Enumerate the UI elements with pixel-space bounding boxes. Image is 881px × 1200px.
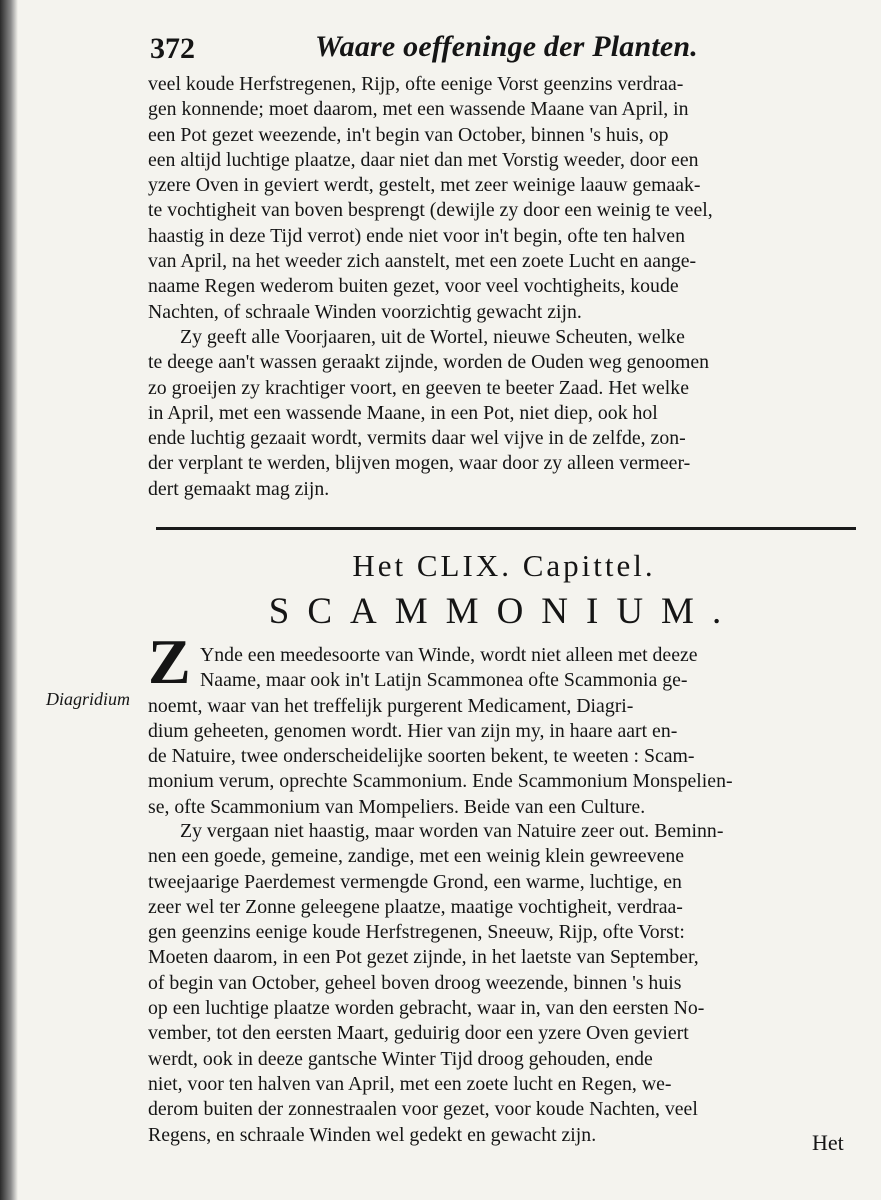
chapter-opening-paragraph bbox=[148, 643, 860, 820]
text-line: Naame, maar ook in't Latijn Scammonea ofte Scammonia ge- bbox=[200, 669, 688, 692]
text-line: gen konnende; moet daarom, met een wassende Maane van April, in bbox=[148, 98, 689, 121]
text-line: noemt, waar van het treffelijk purgerent Medicament, Diagri- bbox=[148, 694, 634, 717]
text-line: yzere Oven in geviert werdt, gestelt, met zeer weinige laauw gemaak- bbox=[148, 174, 701, 197]
text-line: dert gemaakt mag zijn. bbox=[148, 477, 330, 500]
text-line: nen een goede, gemeine, zandige, met een weinig klein gewreevene bbox=[148, 845, 685, 868]
text-line: ende luchtig gezaait wordt, vermits daar wel vijve in de zelfde, zon- bbox=[148, 427, 686, 450]
text-line: een Pot gezet weezende, in't begin van October, binnen 's huis, op bbox=[148, 123, 669, 146]
margin-note: Diagridium bbox=[46, 689, 131, 709]
text-line: Nachten, of schraale Winden voorzichtig gewacht zijn. bbox=[148, 300, 582, 323]
text-line: Zy vergaan niet haastig, maar worden van Natuire zeer out. Beminn- bbox=[180, 820, 724, 842]
text-line: te deege aan't wassen geraakt zijnde, worden de Ouden weg genoomen bbox=[148, 351, 710, 374]
text-line: gen geenzins eenige koude Herfstregenen, Sneeuw, Rijp, ofte Vorst: bbox=[148, 921, 685, 944]
text-line: of begin van October, geheel boven droog weezende, binnen 's huis bbox=[148, 971, 682, 994]
page-binding-shadow bbox=[0, 0, 18, 1200]
chapter-subtitle: SCAMMONIUM. bbox=[268, 591, 740, 632]
paragraph-continued bbox=[148, 72, 860, 502]
text-line: vember, tot den eersten Maart, geduirig door een yzere Oven geviert bbox=[148, 1022, 689, 1045]
text-line: de Natuire, twee onderscheidelijke soorten bekent, te weeten : Scam- bbox=[148, 745, 695, 768]
running-title: Waare oeffeninge der Planten. bbox=[315, 30, 698, 63]
text-line: veel koude Herfstregenen, Rijp, ofte eenige Vorst geenzins verdraa- bbox=[148, 73, 684, 95]
text-line: monium verum, oprechte Scammonium. Ende Scammonium Monspelien- bbox=[148, 770, 733, 793]
text-line: een altijd luchtige plaatze, daar niet dan met Vorstig weeder, door een bbox=[148, 148, 699, 171]
text-line: van April, na het weeder zich aanstelt, met een zoete Lucht en aange- bbox=[148, 250, 697, 273]
cultivation-paragraph bbox=[148, 819, 860, 1148]
text-line: tweejaarige Paerdemest vermengde Grond, een warme, luchtige, en bbox=[148, 870, 682, 893]
text-line: Zy geeft alle Voorjaaren, uit de Wortel, nieuwe Scheuten, welke bbox=[180, 325, 685, 348]
section-divider bbox=[156, 527, 856, 530]
page-header bbox=[150, 26, 710, 70]
text-line: in April, met een wassende Maane, in een Pot, niet diep, ook hol bbox=[148, 401, 658, 424]
text-line: werdt, ook in deeze gantsche Winter Tijd droog gehouden, ende bbox=[148, 1047, 653, 1070]
text-line: der verplant te werden, blijven mogen, waar door zy alleen vermeer- bbox=[148, 452, 691, 475]
text-line: te vochtigheit van boven besprengt (dewijle zy door een weinig te veel, bbox=[148, 199, 713, 222]
text-line: op een luchtige plaatze worden gebracht, waar in, van den eersten No- bbox=[148, 997, 705, 1020]
drop-cap: Z bbox=[148, 626, 191, 697]
page-number: 372 bbox=[150, 32, 195, 65]
text-line: Moeten daarom, in een Pot gezet zijnde, in het laetste van September, bbox=[148, 946, 699, 969]
text-line: dium geheeten, genomen wordt. Hier van zijn my, in haare aart en- bbox=[148, 719, 678, 742]
chapter-heading: Het CLIX. Capittel. bbox=[352, 548, 656, 583]
text-line: zeer wel ter Zonne geleegene plaatze, maatige vochtigheit, verdraa- bbox=[148, 895, 683, 918]
text-line: Regens, en schraale Winden wel gedekt en gewacht zijn. bbox=[148, 1123, 597, 1146]
text-line: zo groeijen zy krachtiger voort, en geeven te beeter Zaad. Het welke bbox=[148, 376, 689, 399]
text-line: haastig in deze Tijd verrot) ende niet voor in't begin, ofte ten halven bbox=[148, 224, 685, 247]
text-line: se, ofte Scammonium van Mompeliers. Beide van een Culture. bbox=[148, 795, 646, 818]
catchword: Het bbox=[812, 1130, 844, 1155]
text-line: niet, voor ten halven van April, met een zoete lucht en Regen, we- bbox=[148, 1072, 672, 1095]
text-line: naame Regen wederom buiten gezet, voor veel vochtigheits, koude bbox=[148, 275, 679, 298]
text-line: Ynde een meedesoorte van Winde, wordt niet alleen met deeze bbox=[200, 644, 698, 666]
text-line: derom buiten der zonnestraalen voor gezet, voor koude Nachten, veel bbox=[148, 1098, 698, 1121]
